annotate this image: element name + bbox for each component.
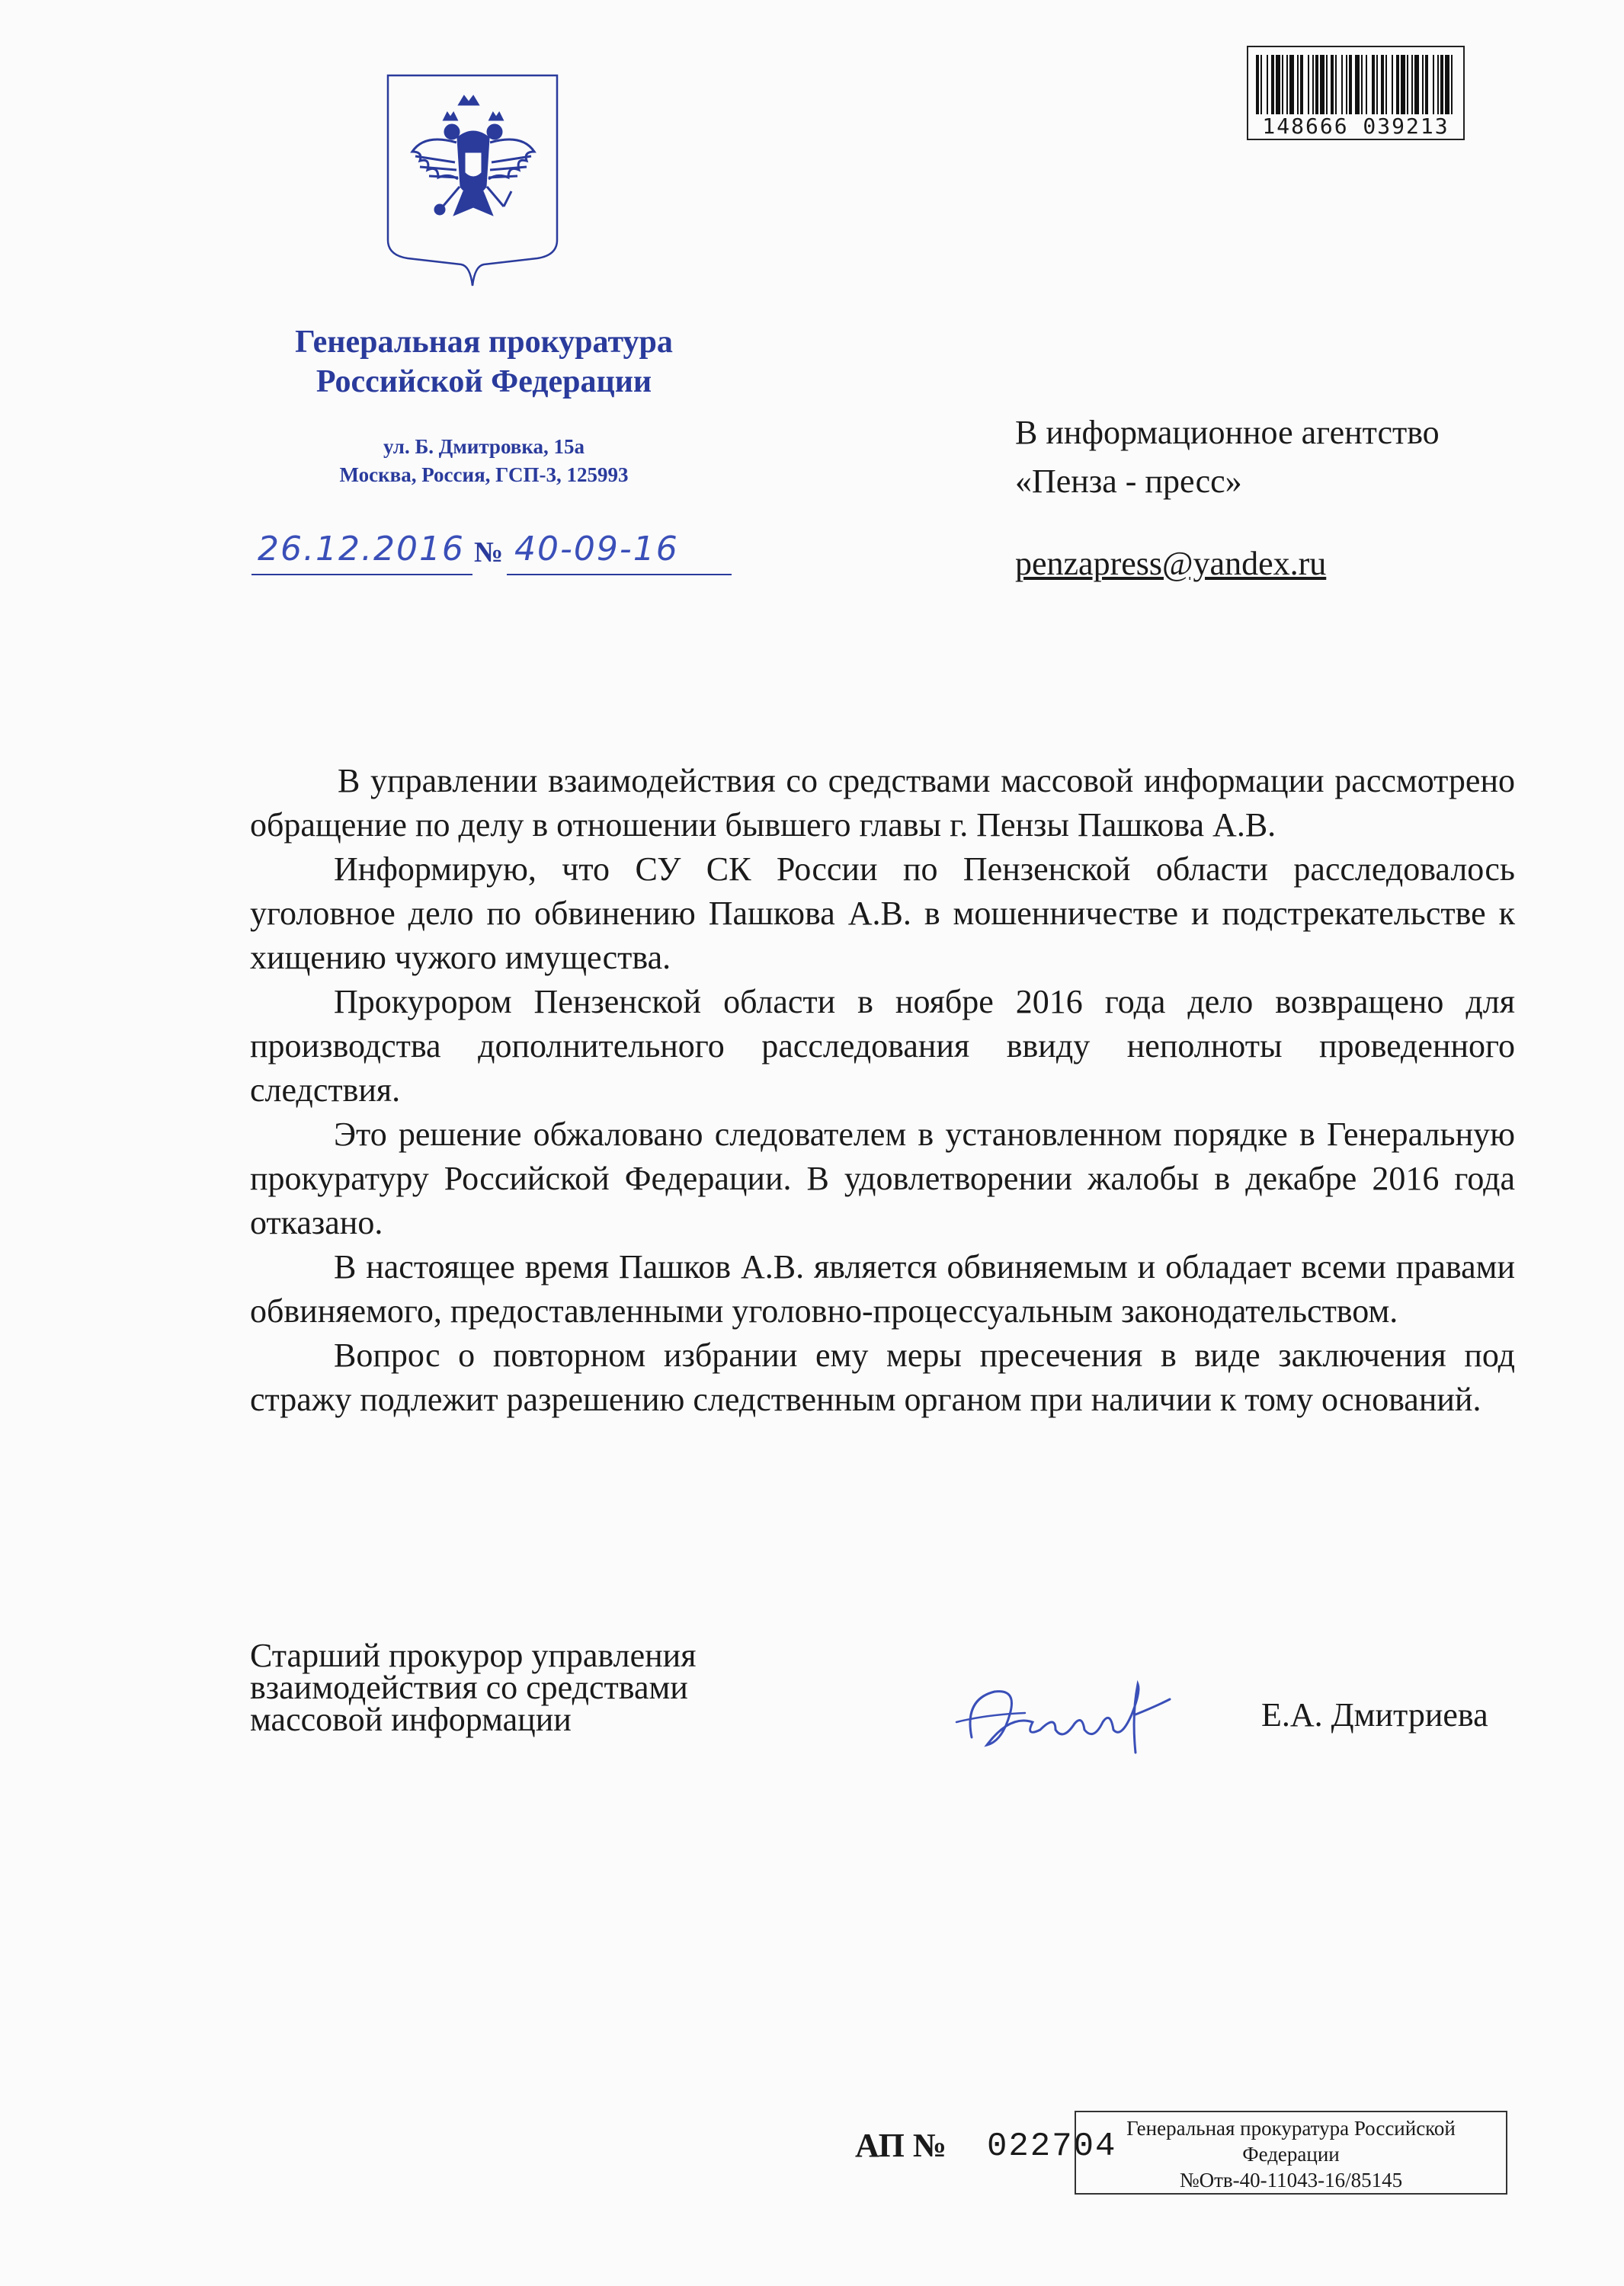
body-paragraph: В настоящее время Пашков А.В. является обвиняемым и обладает всеми правами обвиняемого, предоставленными уголовно-процессуальным законодательством. — [250, 1248, 1515, 1330]
registration-stamp — [1075, 2111, 1507, 2195]
ap-number: 022704 — [987, 2128, 1117, 2166]
recipient-line1: В информационное агентство — [1015, 414, 1440, 451]
number-underline — [507, 574, 732, 575]
outgoing-date: 26.12.2016 — [258, 530, 465, 568]
address-line1: ул. Б. Дмитровка, 15а — [383, 435, 585, 458]
body-paragraph: В управлении взаимодействия со средствами массовой информации рассмотрено обращение по делу в отношении бывшего главы г. Пензы Пашкова А.В. — [250, 762, 1515, 844]
number-prefix: № — [474, 536, 504, 568]
date-underline — [251, 574, 472, 575]
outgoing-number: 40-09-16 — [514, 530, 679, 568]
ap-label: АП № — [855, 2127, 947, 2164]
signatory-title-line1: Старший прокурор управления — [250, 1637, 697, 1674]
stamp-line3: №Отв-40-11043-16/85145 — [1179, 2169, 1403, 2192]
body-paragraph: Информирую, что СУ СК России по Пензенской области расследовалось уголовное дело по обвинению Пашкова А.В. в мошенничестве и подстрекательстве к хищению чужого имущества. — [250, 850, 1515, 976]
barcode — [1247, 46, 1462, 139]
stamp-line2: Федерации — [1242, 2143, 1340, 2166]
organization-name-line2: Российской Федерации — [316, 364, 652, 399]
signatory-title-line2: взаимодействия со средствами — [250, 1669, 688, 1706]
barcode-bars — [1247, 46, 1465, 116]
recipient-email: penzapress@yandex.ru — [1015, 545, 1327, 582]
coat-of-arms-emblem-icon — [385, 72, 560, 287]
body-paragraph: Вопрос о повторном избрании ему меры пресечения в виде заключения под стражу подлежит разрешению следственным органом при наличии к тому оснований. — [250, 1337, 1515, 1418]
outgoing-date-number-line — [251, 530, 732, 575]
body-paragraph: Прокурором Пензенской области в ноябре 2016 года дело возвращено для производства дополнительного расследования ввиду неполноты проведенного следствия. — [250, 983, 1515, 1109]
body-paragraph: Это решение обжаловано следователем в установленном порядке в Генеральную прокуратуру Российской Федерации. В удовлетворении жалобы в декабре 2016 года отказано. — [250, 1116, 1515, 1241]
signatory-name: Е.А. Дмитриева — [1261, 1696, 1488, 1734]
handwritten-signature-icon — [941, 1669, 1193, 1768]
signatory-title-line3: массовой информации — [250, 1701, 572, 1738]
letter-body — [250, 759, 1515, 1422]
stamp-line1: Генеральная прокуратура Российской — [1126, 2117, 1456, 2140]
organization-name-line1: Генеральная прокуратура — [295, 325, 673, 360]
address-line2: Москва, Россия, ГСП-3, 125993 — [339, 463, 629, 486]
recipient-line2: «Пенза - пресс» — [1015, 463, 1242, 500]
barcode-digits: 148666 039213 — [1247, 114, 1465, 140]
